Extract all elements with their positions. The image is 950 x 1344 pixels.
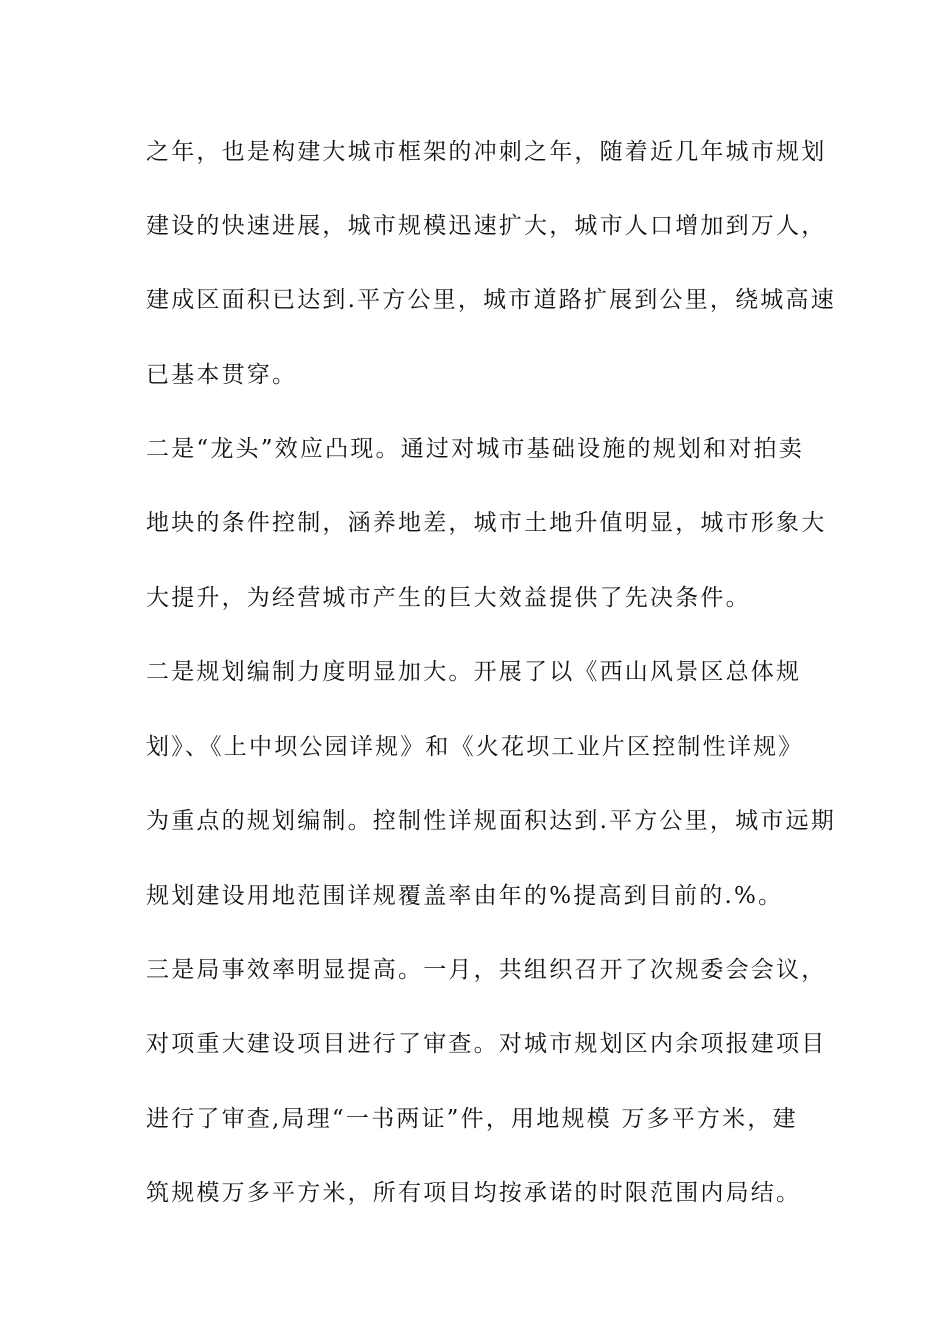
text-line: 筑规模万多平方米，所有项目均按承诺的时限范围内局结。 bbox=[146, 1180, 802, 1206]
text-line: 进行了审查,局理“一书两证”件，用地规模 万多平方米，建 bbox=[146, 1106, 798, 1132]
text-line: 三是局事效率明显提高。一月，共组织召开了次规委会会议， bbox=[146, 957, 827, 983]
text-line: 建设的快速进展，城市规模迅速扩大，城市人口增加到万人， bbox=[146, 213, 827, 239]
text-line: 已基本贯穿。 bbox=[146, 362, 298, 388]
text-line: 规划建设用地范围详规覆盖率由年的%提高到目前的.%。 bbox=[146, 883, 784, 909]
text-line: 地块的条件控制，涵养地差，城市土地升值明显，城市形象大 bbox=[146, 510, 827, 536]
text-line: 二是“龙头”效应凸现。通过对城市基础设施的规划和对拍卖 bbox=[146, 436, 804, 462]
text-line: 对项重大建设项目进行了审查。对城市规划区内余项报建项目 bbox=[146, 1031, 827, 1057]
text-line: 为重点的规划编制。控制性详规面积达到.平方公里，城市远期 bbox=[146, 808, 836, 834]
text-line: 二是规划编制力度明显加大。开展了以《西山风景区总体规 bbox=[146, 659, 802, 685]
text-line: 建成区面积已达到.平方公里，城市道路扩展到公里，绕城高速 bbox=[146, 287, 836, 313]
text-line: 之年，也是构建大城市框架的冲刺之年，随着近几年城市规划 bbox=[146, 139, 827, 165]
text-line: 划》、《上中坝公园详规》和《火花坝工业片区控制性详规》 bbox=[146, 734, 804, 760]
text-line: 大提升，为经营城市产生的巨大效益提供了先决条件。 bbox=[146, 585, 751, 611]
